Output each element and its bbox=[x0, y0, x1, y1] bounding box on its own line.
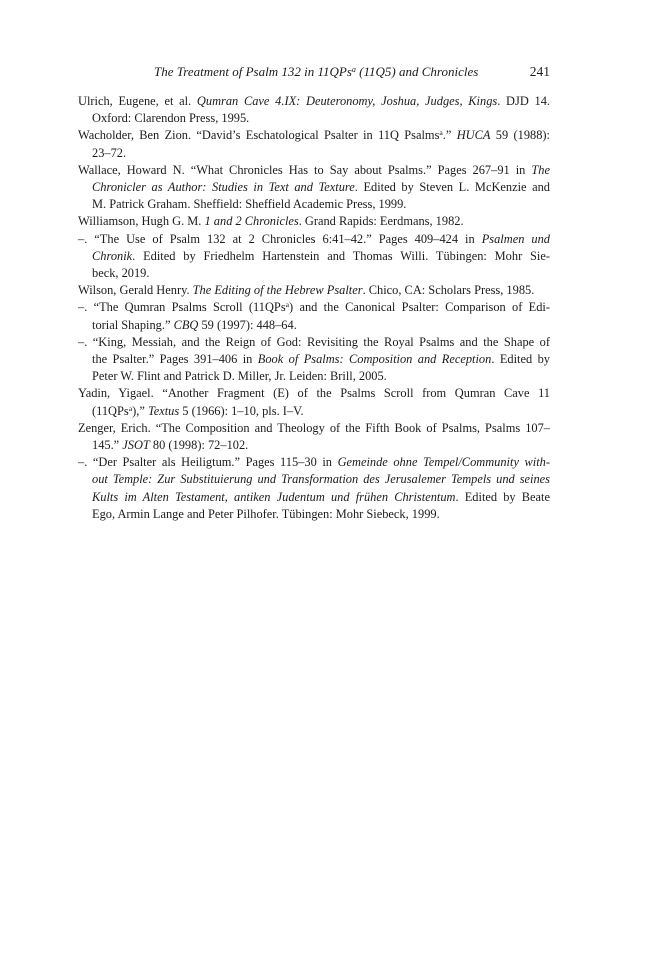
bibliography-list bbox=[78, 93, 550, 523]
italic-title: 1 and 2 Chronicles bbox=[204, 214, 299, 229]
bibliography-entry bbox=[78, 231, 550, 283]
italic-title: HUCA bbox=[456, 128, 491, 143]
entry-line: Kults im Alten Testament, antiken Judentum und frühen Christentum. Edited by Beate bbox=[92, 489, 550, 504]
entry-line: Oxford: Clarendon Press, 1995. bbox=[92, 111, 250, 126]
entry-line: Chronik. Edited by Friedhelm Hartenstein and Thomas Willi. Tübingen: Mohr Sie- bbox=[92, 248, 550, 263]
running-head bbox=[78, 63, 550, 81]
entry-line: –. “The Qumran Psalms Scroll (11QPs$^a$) and the Canonical Psalter: Comparison of Edi- bbox=[78, 300, 550, 315]
entry-line: Williamson, Hugh G. M. 1 and 2 Chronicles. Grand Rapids: Eerdmans, 1982. bbox=[78, 214, 464, 229]
italic-title: CBQ bbox=[173, 317, 199, 332]
entry-line: (11QPs$^a$),” Textus 5 (1966): 1–10, pls. I–V. bbox=[92, 403, 304, 418]
bibliography-entry bbox=[78, 334, 550, 386]
bibliography-entry bbox=[78, 162, 550, 214]
entry-line: Chronicler as Author: Studies in Text and Texture. Edited by Steven L. McKenzie and bbox=[92, 180, 550, 195]
entry-line: Ulrich, Eugene, et al. Qumran Cave 4.IX: Deuteronomy, Joshua, Judges, Kings. DJD 14. bbox=[78, 94, 550, 108]
bibliography-entry bbox=[78, 213, 550, 230]
entry-line: Wilson, Gerald Henry. The Editing of the Hebrew Psalter. Chico, CA: Scholars Press, 1985. bbox=[78, 283, 535, 298]
entry-line: Wallace, Howard N. “What Chronicles Has to Say about Psalms.” Pages 267–91 in The bbox=[78, 162, 550, 177]
entry-line: torial Shaping.” CBQ 59 (1997): 448–64. bbox=[92, 317, 297, 332]
bibliography-entry bbox=[78, 385, 550, 419]
bibliography-entry bbox=[78, 127, 550, 161]
italic-title: The Editing of the Hebrew Psalter bbox=[192, 283, 363, 298]
entry-line: –. “The Use of Psalm 132 at 2 Chronicles 6:41–42.” Pages 409–424 in Psalmen und bbox=[78, 231, 550, 246]
italic-title: Textus bbox=[147, 403, 180, 418]
entry-line: the Psalter.” Pages 391–406 in Book of Psalms: Composition and Reception. Edited by bbox=[92, 352, 550, 367]
running-title-rest: (11Q5) and Chronicles bbox=[355, 64, 479, 79]
superscript: a bbox=[285, 300, 290, 310]
page-number: 241 bbox=[529, 64, 550, 79]
bibliography-entry bbox=[78, 454, 550, 523]
italic-title: Psalmen und bbox=[481, 231, 550, 246]
entry-line: Yadin, Yigael. “Another Fragment (E) of the Psalms Scroll from Qumran Cave 11 bbox=[78, 386, 550, 401]
superscript: a bbox=[128, 403, 133, 413]
italic-title: The bbox=[531, 162, 550, 177]
bibliography-entry bbox=[78, 282, 550, 299]
italic-title: Kults im Alten Testament, antiken Judentum und frühen Christentum bbox=[92, 489, 456, 504]
bibliography-entry bbox=[78, 299, 550, 333]
entry-line: –. “King, Messiah, and the Reign of God: Revisiting the Royal Psalms and the Shape of bbox=[78, 334, 550, 349]
entry-line: Zenger, Erich. “The Composition and Theology of the Fifth Book of Psalms, Psalms 107– bbox=[78, 420, 550, 435]
italic-title: JSOT bbox=[122, 438, 150, 453]
italic-title: Book of Psalms: Composition and Reception bbox=[257, 352, 492, 367]
entry-line: Wacholder, Ben Zion. “David’s Eschatological Psalter in 11Q Psalms$^a$.” HUCA 59 (1988): bbox=[78, 128, 550, 143]
italic-title: Chronik bbox=[92, 248, 133, 263]
entry-line: M. Patrick Graham. Sheffield: Sheffield Academic Press, 1999. bbox=[92, 197, 407, 212]
running-title-superscript: a bbox=[351, 64, 356, 74]
bibliography-entry bbox=[78, 93, 550, 127]
italic-title: Qumran Cave 4.IX: Deuteronomy, Joshua, Judges, Kings bbox=[196, 94, 498, 108]
superscript: a bbox=[439, 128, 443, 138]
italic-title: Gemeinde ohne Tempel/Community with- bbox=[337, 455, 550, 470]
entry-line: Ego, Armin Lange and Peter Pilhofer. Tübingen: Mohr Siebeck, 1999. bbox=[92, 506, 440, 521]
italic-title: Chronicler as Author: Studies in Text and Texture bbox=[92, 180, 355, 195]
entry-line: Peter W. Flint and Patrick D. Miller, Jr. Leiden: Brill, 2005. bbox=[92, 369, 387, 384]
italic-title: out Temple: Zur Substituierung und Transformation des Jerusalemer Tempels und seines bbox=[92, 472, 550, 487]
bibliography-entry bbox=[78, 420, 550, 454]
entry-line bbox=[78, 471, 550, 488]
entry-line: 145.” JSOT 80 (1998): 72–102. bbox=[92, 438, 249, 453]
entry-line: beck, 2019. bbox=[92, 266, 150, 281]
entry-line: –. “Der Psalter als Heiligtum.” Pages 115–30 in Gemeinde ohne Tempel/Community with- bbox=[78, 455, 550, 470]
running-title bbox=[154, 63, 478, 81]
entry-line: 23–72. bbox=[92, 145, 127, 160]
running-title-text: The Treatment of Psalm 132 in 11QPs bbox=[154, 64, 352, 79]
